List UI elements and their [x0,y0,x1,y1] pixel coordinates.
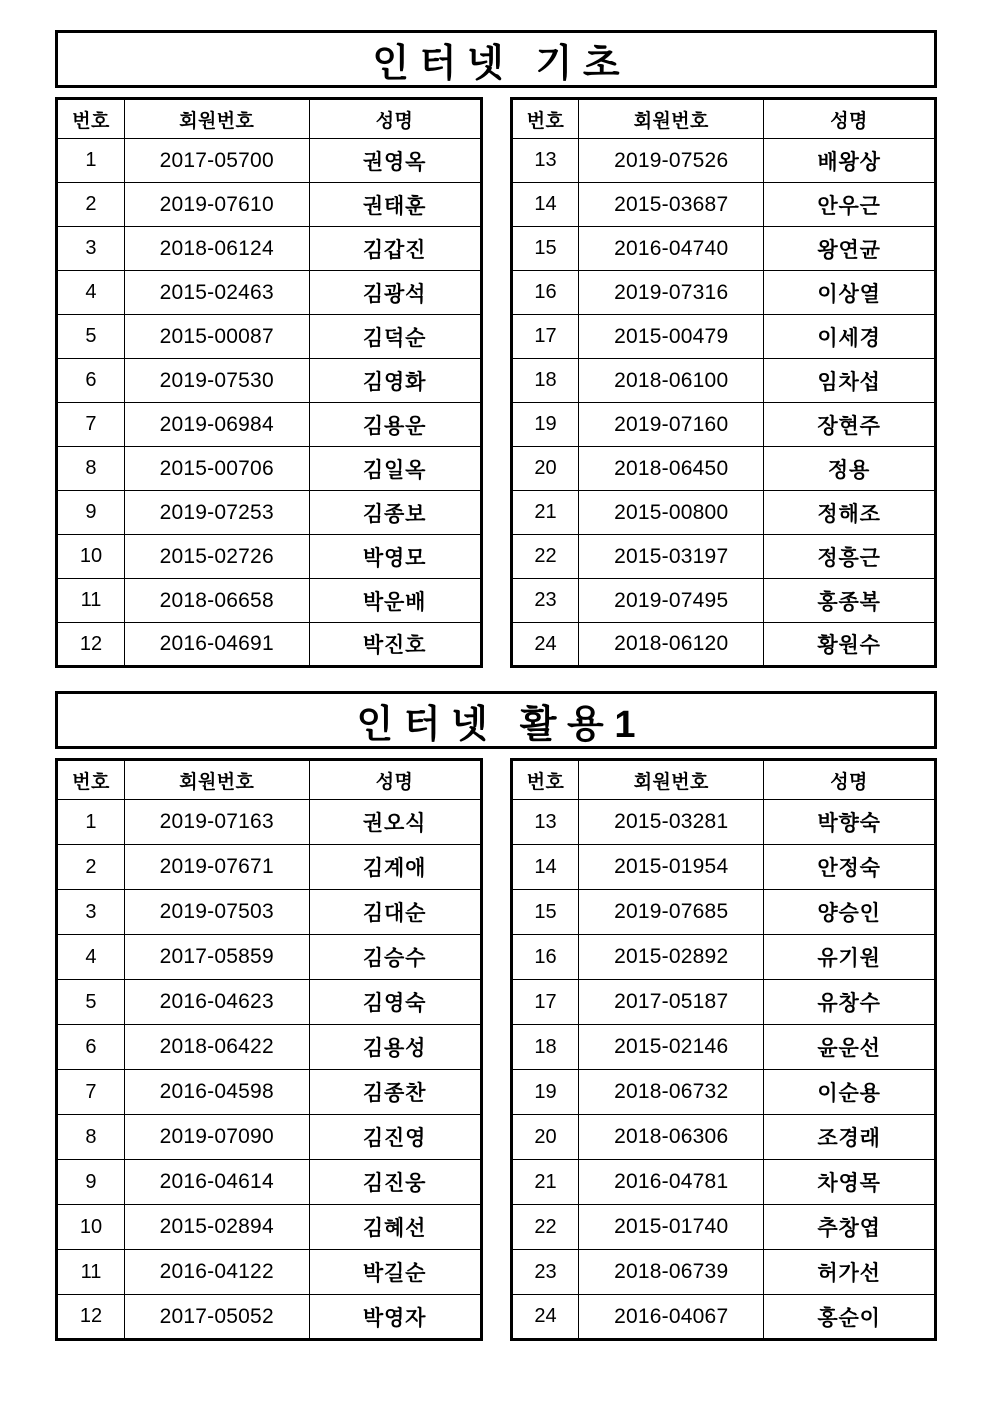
member-name-cell: 김대순 [309,890,481,935]
member-id-cell: 2015-02463 [124,271,309,315]
row-number-cell: 6 [57,1025,125,1070]
member-id-cell: 2018-06306 [579,1115,764,1160]
column-header-name: 성명 [764,99,936,139]
row-number-cell: 2 [57,845,125,890]
member-id-cell: 2017-05187 [579,980,764,1025]
member-name-cell: 유창수 [764,980,936,1025]
member-name-cell: 유기원 [764,935,936,980]
row-number-cell: 17 [511,980,579,1025]
section-internet-basics [55,30,937,668]
member-id-cell: 2019-06984 [124,403,309,447]
row-number-cell: 10 [57,535,125,579]
member-id-cell: 2015-02146 [579,1025,764,1070]
member-id-cell: 2018-06732 [579,1070,764,1115]
row-number-cell: 12 [57,623,125,667]
member-id-cell: 2016-04691 [124,623,309,667]
member-name-cell: 박영모 [309,535,481,579]
header-row [57,760,482,800]
member-id-cell: 2015-01954 [579,845,764,890]
member-id-cell: 2016-04614 [124,1160,309,1205]
member-name-cell: 안정숙 [764,845,936,890]
member-id-cell: 2019-07610 [124,183,309,227]
table-row [57,139,482,183]
member-name-cell: 박영자 [309,1295,481,1340]
row-number-cell: 9 [57,491,125,535]
table-row [57,800,482,845]
row-number-cell: 24 [511,1295,579,1340]
member-name-cell: 김덕순 [309,315,481,359]
member-id-cell: 2019-07495 [579,579,764,623]
member-id-cell: 2015-00706 [124,447,309,491]
row-number-cell: 5 [57,980,125,1025]
row-number-cell: 3 [57,227,125,271]
table-row [57,1025,482,1070]
table-row [511,315,936,359]
column-header-member-id: 회원번호 [579,99,764,139]
row-number-cell: 23 [511,1250,579,1295]
row-number-cell: 17 [511,315,579,359]
table-row [57,491,482,535]
member-id-cell: 2015-03281 [579,800,764,845]
member-name-cell: 김승수 [309,935,481,980]
column-header-number: 번호 [57,99,125,139]
section-title: 인터넷 기초 [55,30,937,88]
member-id-cell: 2019-07090 [124,1115,309,1160]
table-row [57,623,482,667]
row-number-cell: 15 [511,890,579,935]
member-id-cell: 2016-04740 [579,227,764,271]
table-row [57,845,482,890]
table-row [511,1070,936,1115]
member-name-cell: 김종찬 [309,1070,481,1115]
member-name-cell: 권태훈 [309,183,481,227]
member-id-cell: 2015-02726 [124,535,309,579]
member-id-cell: 2015-01740 [579,1205,764,1250]
table-row [511,447,936,491]
table-row [511,890,936,935]
member-name-cell: 홍순이 [764,1295,936,1340]
row-number-cell: 10 [57,1205,125,1250]
member-name-cell: 김영화 [309,359,481,403]
member-id-cell: 2018-06100 [579,359,764,403]
header-row [57,99,482,139]
member-name-cell: 김광석 [309,271,481,315]
member-name-cell: 양승인 [764,890,936,935]
row-number-cell: 22 [511,1205,579,1250]
section-title: 인터넷 활용1 [55,691,937,749]
header-row [511,760,936,800]
table-row [511,271,936,315]
table-row [511,579,936,623]
column-header-number: 번호 [511,99,579,139]
row-number-cell: 11 [57,1250,125,1295]
row-number-cell: 22 [511,535,579,579]
table-row [511,1025,936,1070]
row-number-cell: 14 [511,183,579,227]
member-id-cell: 2018-06739 [579,1250,764,1295]
member-id-cell: 2017-05859 [124,935,309,980]
row-number-cell: 18 [511,1025,579,1070]
member-name-cell: 김진웅 [309,1160,481,1205]
column-header-name: 성명 [309,760,481,800]
table-row [57,1070,482,1115]
table-row [57,403,482,447]
row-number-cell: 21 [511,1160,579,1205]
member-id-cell: 2018-06124 [124,227,309,271]
row-number-cell: 20 [511,447,579,491]
member-name-cell: 홍종복 [764,579,936,623]
table-row [511,1250,936,1295]
member-name-cell: 배왕상 [764,139,936,183]
table-row [511,359,936,403]
table-row [57,535,482,579]
row-number-cell: 20 [511,1115,579,1160]
row-number-cell: 16 [511,271,579,315]
member-name-cell: 박길순 [309,1250,481,1295]
member-name-cell: 김진영 [309,1115,481,1160]
table-row [511,845,936,890]
row-number-cell: 23 [511,579,579,623]
table-row [57,271,482,315]
member-id-cell: 2015-00087 [124,315,309,359]
member-name-cell: 박운배 [309,579,481,623]
member-table-left [55,97,483,668]
row-number-cell: 19 [511,403,579,447]
table-row [511,535,936,579]
row-number-cell: 14 [511,845,579,890]
member-name-cell: 김계애 [309,845,481,890]
member-name-cell: 안우근 [764,183,936,227]
member-name-cell: 이순용 [764,1070,936,1115]
member-id-cell: 2015-00479 [579,315,764,359]
member-name-cell: 김용성 [309,1025,481,1070]
member-id-cell: 2018-06450 [579,447,764,491]
row-number-cell: 4 [57,935,125,980]
table-row [57,359,482,403]
table-row [511,183,936,227]
row-number-cell: 12 [57,1295,125,1340]
table-row [57,579,482,623]
row-number-cell: 13 [511,139,579,183]
table-row [511,980,936,1025]
column-header-name: 성명 [309,99,481,139]
row-number-cell: 16 [511,935,579,980]
member-name-cell: 정해조 [764,491,936,535]
table-row [511,623,936,667]
row-number-cell: 19 [511,1070,579,1115]
member-id-cell: 2019-07160 [579,403,764,447]
table-row [57,980,482,1025]
member-id-cell: 2019-07526 [579,139,764,183]
row-number-cell: 8 [57,1115,125,1160]
member-id-cell: 2018-06422 [124,1025,309,1070]
member-id-cell: 2018-06658 [124,579,309,623]
member-name-cell: 김종보 [309,491,481,535]
member-table-right [510,758,938,1341]
column-header-member-id: 회원번호 [124,99,309,139]
member-name-cell: 장현주 [764,403,936,447]
row-number-cell: 13 [511,800,579,845]
column-header-member-id: 회원번호 [124,760,309,800]
row-number-cell: 9 [57,1160,125,1205]
member-name-cell: 박향숙 [764,800,936,845]
table-row [57,183,482,227]
table-row [511,1115,936,1160]
table-row [57,1115,482,1160]
row-number-cell: 18 [511,359,579,403]
column-header-number: 번호 [57,760,125,800]
member-id-cell: 2019-07685 [579,890,764,935]
row-number-cell: 5 [57,315,125,359]
table-row [57,315,482,359]
table-row [57,1250,482,1295]
member-id-cell: 2015-02892 [579,935,764,980]
member-id-cell: 2016-04067 [579,1295,764,1340]
member-id-cell: 2016-04623 [124,980,309,1025]
member-name-cell: 김용운 [309,403,481,447]
member-name-cell: 허가선 [764,1250,936,1295]
member-name-cell: 차영목 [764,1160,936,1205]
table-row [57,935,482,980]
member-id-cell: 2016-04122 [124,1250,309,1295]
column-header-member-id: 회원번호 [579,760,764,800]
tables-row [55,97,937,668]
member-id-cell: 2015-00800 [579,491,764,535]
member-name-cell: 박진호 [309,623,481,667]
member-id-cell: 2019-07671 [124,845,309,890]
member-name-cell: 권오식 [309,800,481,845]
row-number-cell: 3 [57,890,125,935]
member-id-cell: 2017-05052 [124,1295,309,1340]
member-name-cell: 김영숙 [309,980,481,1025]
table-row [511,1295,936,1340]
member-id-cell: 2019-07316 [579,271,764,315]
member-table-right [510,97,938,668]
row-number-cell: 7 [57,403,125,447]
member-id-cell: 2019-07163 [124,800,309,845]
table-row [511,935,936,980]
row-number-cell: 7 [57,1070,125,1115]
member-id-cell: 2019-07253 [124,491,309,535]
member-name-cell: 정흥근 [764,535,936,579]
table-row [511,139,936,183]
member-name-cell: 권영옥 [309,139,481,183]
table-row [57,890,482,935]
table-row [57,1205,482,1250]
table-row [511,800,936,845]
row-number-cell: 1 [57,139,125,183]
member-name-cell: 조경래 [764,1115,936,1160]
member-id-cell: 2015-03197 [579,535,764,579]
member-id-cell: 2016-04781 [579,1160,764,1205]
member-name-cell: 김일옥 [309,447,481,491]
column-header-number: 번호 [511,760,579,800]
row-number-cell: 8 [57,447,125,491]
row-number-cell: 21 [511,491,579,535]
table-row [57,227,482,271]
member-name-cell: 이상열 [764,271,936,315]
member-name-cell: 이세경 [764,315,936,359]
member-name-cell: 임차섭 [764,359,936,403]
member-name-cell: 윤운선 [764,1025,936,1070]
member-id-cell: 2015-03687 [579,183,764,227]
row-number-cell: 15 [511,227,579,271]
member-table-left [55,758,483,1341]
section-internet-application-1 [55,691,937,1341]
column-header-name: 성명 [764,760,936,800]
table-row [511,1160,936,1205]
row-number-cell: 11 [57,579,125,623]
row-number-cell: 2 [57,183,125,227]
table-row [57,447,482,491]
member-id-cell: 2016-04598 [124,1070,309,1115]
member-id-cell: 2019-07530 [124,359,309,403]
row-number-cell: 6 [57,359,125,403]
row-number-cell: 4 [57,271,125,315]
table-row [57,1295,482,1340]
member-name-cell: 황원수 [764,623,936,667]
member-name-cell: 왕연균 [764,227,936,271]
member-name-cell: 정용 [764,447,936,491]
member-name-cell: 김혜선 [309,1205,481,1250]
header-row [511,99,936,139]
table-row [511,227,936,271]
table-row [511,491,936,535]
table-row [511,403,936,447]
member-id-cell: 2019-07503 [124,890,309,935]
table-row [57,1160,482,1205]
member-name-cell: 추창엽 [764,1205,936,1250]
member-name-cell: 김갑진 [309,227,481,271]
member-id-cell: 2018-06120 [579,623,764,667]
row-number-cell: 24 [511,623,579,667]
row-number-cell: 1 [57,800,125,845]
member-id-cell: 2015-02894 [124,1205,309,1250]
tables-row [55,758,937,1341]
member-id-cell: 2017-05700 [124,139,309,183]
table-row [511,1205,936,1250]
